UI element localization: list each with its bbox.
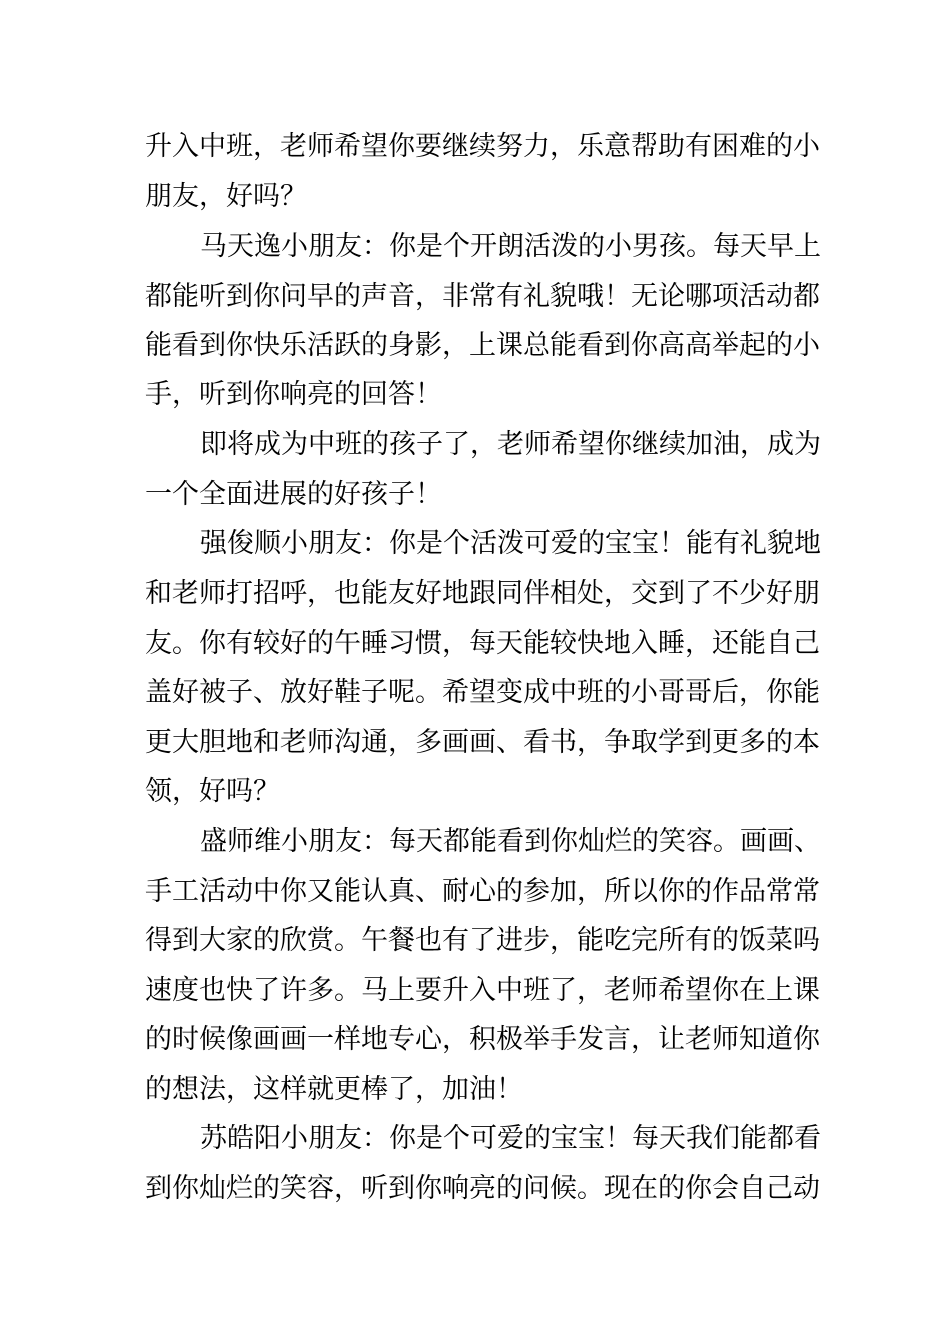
line-text: 得到大家的欣赏。午餐也有了进步，能吃完所有的饭菜吗 — [145, 925, 820, 956]
line-text: 速度也快了许多。马上要升入中班了，老师希望你在上课 — [145, 975, 820, 1006]
line-text: 的想法，这样就更棒了，加油！ — [145, 1074, 523, 1105]
line-text: 领，好吗？ — [145, 776, 280, 807]
text-line — [0, 272, 950, 322]
text-line — [0, 470, 950, 520]
line-text: 盛师维小朋友：每天都能看到你灿烂的笑容。画画、 — [200, 826, 821, 857]
paragraph-start-line — [0, 1114, 950, 1164]
text-line — [0, 718, 950, 768]
text-line — [0, 916, 950, 966]
line-text: 盖好被子、放好鞋子呢。希望变成中班的小哥哥后，你能 — [145, 677, 820, 708]
text-line — [0, 767, 950, 817]
text-line — [0, 966, 950, 1016]
text-line — [0, 321, 950, 371]
text-line — [0, 1015, 950, 1065]
text-line — [0, 1065, 950, 1115]
paragraph-start-line — [0, 420, 950, 470]
line-text: 升入中班，老师希望你要继续努力，乐意帮助有困难的小 — [145, 131, 820, 162]
paragraph-start-line — [0, 519, 950, 569]
line-text: 手工活动中你又能认真、耐心的参加，所以你的作品常常 — [145, 876, 820, 907]
paragraph-start-line — [0, 222, 950, 272]
text-line — [0, 122, 950, 172]
line-text: 更大胆地和老师沟通，多画画、看书，争取学到更多的本 — [145, 727, 820, 758]
line-text: 和老师打招呼，也能友好地跟同伴相处，交到了不少好朋 — [145, 578, 820, 609]
line-text: 即将成为中班的孩子了，老师希望你继续加油，成为 — [200, 429, 821, 460]
line-text: 强俊顺小朋友：你是个活泼可爱的宝宝！能有礼貌地 — [200, 528, 821, 559]
text-line — [0, 370, 950, 420]
line-text: 能看到你快乐活跃的身影，上课总能看到你高高举起的小 — [145, 330, 820, 361]
text-line — [0, 1164, 950, 1214]
line-text: 的时候像画画一样地专心，积极举手发言，让老师知道你 — [145, 1024, 820, 1055]
text-line — [0, 172, 950, 222]
line-text: 到你灿烂的笑容，听到你响亮的问候。现在的你会自己动 — [145, 1173, 820, 1204]
text-line — [0, 668, 950, 718]
text-line — [0, 569, 950, 619]
line-text: 都能听到你问早的声音，非常有礼貌哦！无论哪项活动都 — [145, 281, 820, 312]
line-text: 苏皓阳小朋友：你是个可爱的宝宝！每天我们能都看 — [200, 1123, 821, 1154]
line-text: 手，听到你响亮的回答！ — [145, 379, 442, 410]
line-text: 马天逸小朋友：你是个开朗活泼的小男孩。每天早上 — [200, 231, 821, 262]
text-line — [0, 619, 950, 669]
text-line — [0, 867, 950, 917]
line-text: 朋友，好吗？ — [145, 181, 307, 212]
paragraph-start-line — [0, 817, 950, 867]
line-text: 友。你有较好的午睡习惯，每天能较快地入睡，还能自己 — [145, 628, 820, 659]
line-text: 一个全面进展的好孩子！ — [145, 479, 442, 510]
